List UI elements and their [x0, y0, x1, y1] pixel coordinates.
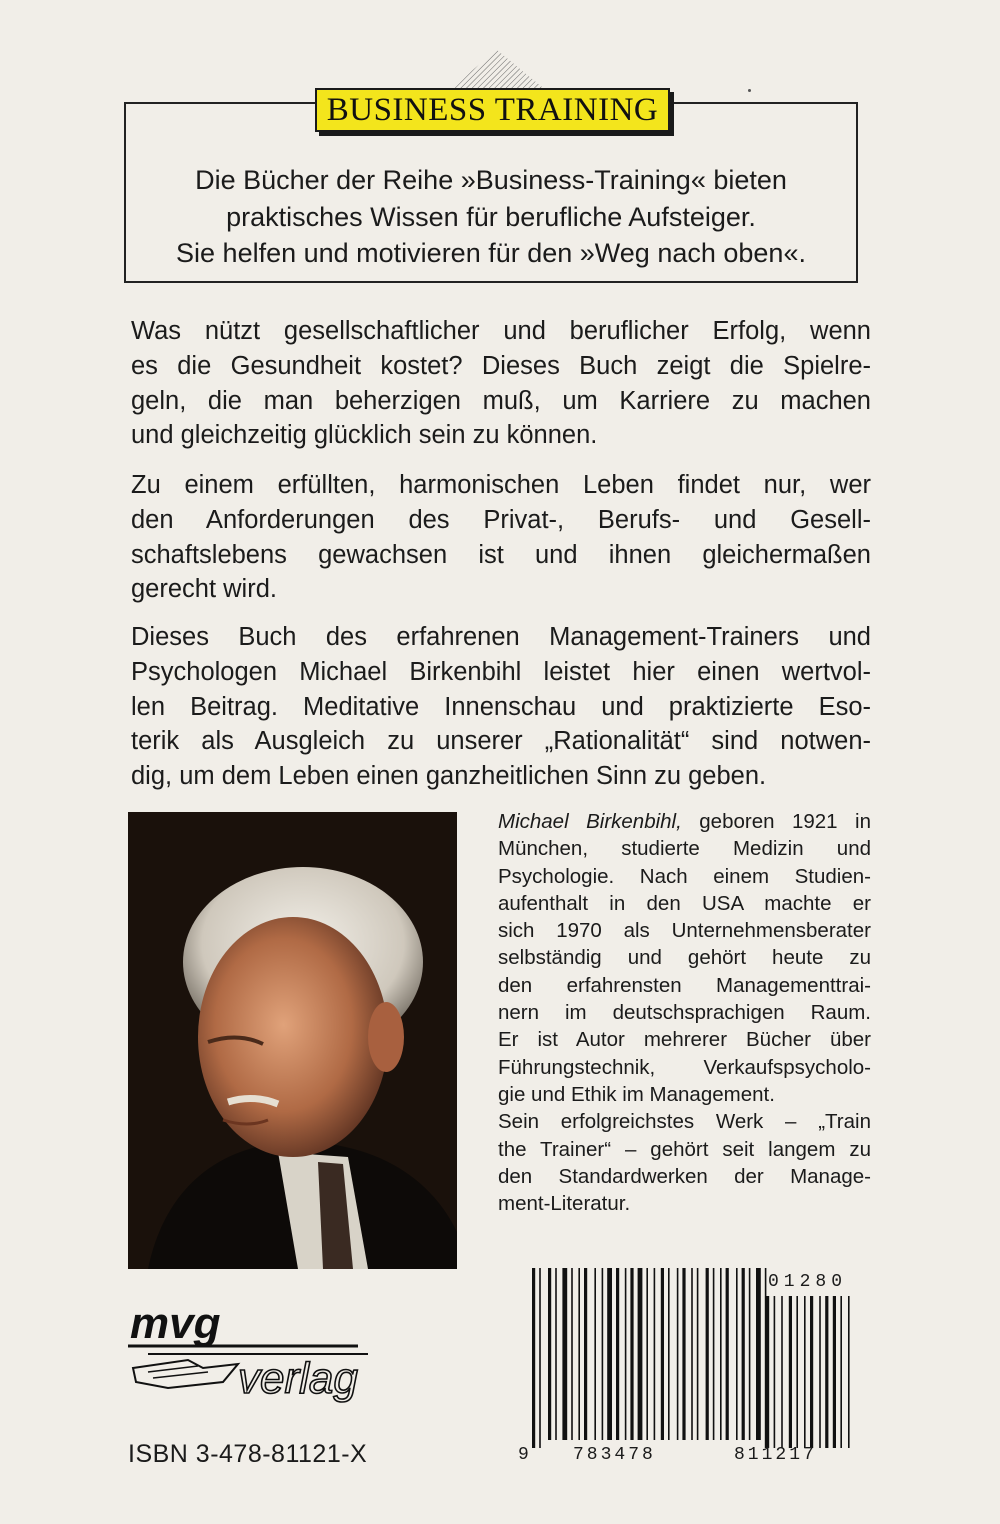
bio-line: München, studierte Medizin und	[498, 837, 871, 861]
bio-line: aufenthalt in den USA machte er	[498, 891, 871, 915]
barcode-bar	[539, 1268, 541, 1448]
bio-line: sich 1970 als Unternehmensberater	[498, 919, 871, 943]
barcode-addon-bar	[848, 1296, 850, 1448]
barcode-left-digits: 783478	[573, 1445, 656, 1465]
bio-line	[498, 808, 871, 835]
barcode-bar	[736, 1268, 738, 1440]
author-portrait-illustration	[128, 812, 457, 1269]
barcode-addon-bar	[789, 1296, 792, 1448]
mvg-verlag-logo	[128, 1298, 428, 1408]
barcode-bar	[661, 1268, 664, 1440]
print-speck	[748, 89, 751, 92]
paragraph-line: Psychologen Michael Birkenbihl leistet hier einen wertvol-	[131, 657, 871, 686]
bio-line: Er ist Autor mehrerer Bücher über	[498, 1028, 871, 1052]
barcode-bar	[726, 1268, 729, 1440]
paragraph-line: schaftslebens gewachsen ist und ihnen gleichermaßen	[131, 540, 871, 569]
bio-line-rest: geboren 1921 in	[681, 810, 871, 833]
paragraph-line: len Beitrag. Meditative Innenschau und praktizierte Eso-	[131, 692, 871, 721]
barcode-bar	[713, 1268, 715, 1440]
bio-line: selbständig und gehört heute zu	[498, 946, 871, 970]
barcode-addon-bar	[810, 1296, 813, 1448]
paragraph-2	[131, 468, 871, 607]
paragraph-line: es die Gesundheit kostet? Dieses Buch zeigt die Spielre-	[131, 351, 871, 380]
barcode-bar	[756, 1268, 761, 1440]
paragraph-line: Was nützt gesellschaftlicher und beruflicher Erfolg, wenn	[131, 317, 871, 345]
series-line: Die Bücher der Reihe »Business-Training« bieten	[195, 165, 787, 195]
series-line: praktisches Wissen für berufliche Aufsteiger.	[226, 201, 756, 232]
bio-line: the Trainer“ – gehört seit langem zu	[498, 1137, 871, 1161]
barcode-bar	[742, 1268, 745, 1440]
bio-line: gie und Ethik im Management.	[498, 1082, 775, 1106]
barcode-bars	[532, 1268, 850, 1448]
barcode-bar	[691, 1268, 693, 1440]
paragraph-line: den Anforderungen des Privat-, Berufs- und Gesell-	[131, 505, 871, 534]
bio-line: den Standardwerken der Manage-	[498, 1164, 871, 1188]
paragraph-line: geln, die man beherzigen muß, um Karriere zu machen	[131, 386, 871, 415]
barcode-bar	[654, 1268, 656, 1440]
paragraph-line: terik als Ausgleich zu unserer „Rationalität“ sind notwen-	[131, 727, 871, 756]
bio-line: den erfahrensten Managementtrai-	[498, 973, 871, 997]
barcode-addon-bar	[781, 1296, 783, 1448]
bio-line: Psychologie. Nach einem Studien-	[498, 864, 871, 888]
bio-line: Führungstechnik, Verkaufspsycholo-	[498, 1055, 871, 1079]
isbn-text: ISBN 3-478-81121-X	[128, 1440, 368, 1468]
paragraph-line: dig, um dem Leben einen ganzheitlichen Sinn zu geben.	[131, 762, 767, 791]
barcode-bar	[677, 1268, 679, 1440]
paragraph-1	[131, 314, 871, 453]
barcode-addon-bar	[825, 1296, 828, 1448]
logo-mvg-text: mvg	[130, 1299, 221, 1348]
barcode-bar	[594, 1268, 596, 1440]
barcode-bar	[630, 1268, 633, 1440]
author-bio	[498, 808, 871, 1217]
barcode-prefix-digit: 9	[518, 1445, 529, 1465]
barcode-addon-bar	[796, 1296, 798, 1448]
barcode-bar	[602, 1268, 604, 1440]
series-line: Sie helfen und motivieren für den »Weg nach oben«.	[176, 238, 806, 268]
barcode-bar	[548, 1268, 551, 1440]
logo-verlag-text: verlag	[238, 1354, 358, 1403]
barcode-addon-bar	[833, 1296, 836, 1448]
paragraph-line: Zu einem erfüllten, harmonischen Leben findet nur, wer	[131, 471, 871, 499]
barcode-right-digits: 811217	[734, 1445, 817, 1465]
paragraph-line: gerecht wird.	[131, 575, 277, 604]
barcode-bar	[706, 1268, 709, 1440]
barcode-bar	[578, 1268, 580, 1440]
barcode-bar	[607, 1268, 612, 1440]
barcode-bar	[625, 1268, 627, 1440]
paragraph-3	[131, 620, 871, 794]
barcode-bar	[584, 1268, 587, 1440]
barcode-bar	[562, 1268, 567, 1440]
barcode-bar	[571, 1268, 573, 1440]
author-name: Michael Birkenbihl,	[498, 810, 682, 833]
barcode-bar	[638, 1268, 643, 1440]
barcode-addon-bar	[774, 1296, 776, 1448]
series-description	[128, 162, 854, 272]
bio-line: Sein erfolgreichstes Werk – „Train	[498, 1110, 871, 1134]
barcode-bar	[616, 1268, 619, 1440]
barcode-addon-bar	[819, 1296, 821, 1448]
barcode-bar	[668, 1268, 670, 1440]
barcode-bar	[646, 1268, 648, 1440]
paragraph-line: und gleichzeitig glücklich sein zu können.	[131, 421, 598, 450]
barcode-addon-bar	[804, 1296, 806, 1448]
barcode-price-code: 01280	[768, 1272, 848, 1292]
author-photo	[128, 812, 457, 1269]
barcode-bar	[697, 1268, 699, 1440]
barcode-addon-bar	[766, 1296, 769, 1448]
barcode-bar	[749, 1268, 751, 1440]
barcode-bar	[555, 1268, 557, 1440]
paragraph-line: Dieses Buch des erfahrenen Management-Trainers und	[131, 623, 871, 651]
bio-line: nern im deutschsprachigen Raum.	[498, 1001, 871, 1025]
bio-line: ment-Literatur.	[498, 1192, 631, 1216]
barcode-bar	[532, 1268, 535, 1448]
barcode-addon-bar	[840, 1296, 842, 1448]
series-badge: BUSINESS TRAINING	[315, 88, 670, 132]
barcode-bar	[682, 1268, 685, 1440]
barcode-bar	[720, 1268, 722, 1440]
